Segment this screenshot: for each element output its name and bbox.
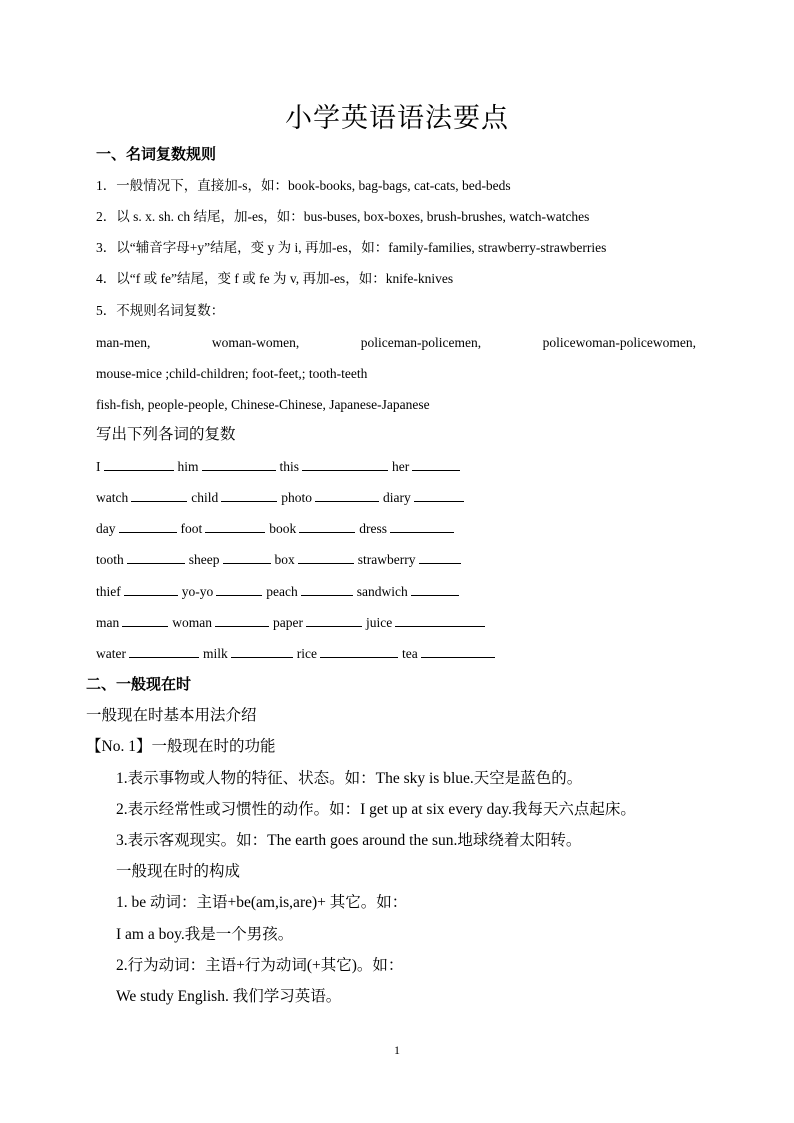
page-number: 1 (394, 1043, 400, 1057)
action-verb-example: We study English. 我们学习英语。 (116, 988, 342, 1005)
exercise-word: rice (296, 646, 317, 661)
exercise-word: woman (172, 615, 212, 630)
answer-blank[interactable] (298, 551, 354, 564)
exercise-word: milk (202, 646, 228, 661)
function-line-2: 2.表示经常性或习惯性的动作。如：I get up at six every day.我每天六点起床。 (116, 801, 636, 818)
function-line-3: 3.表示客观现实。如：The earth goes around the sun.地球绕着太阳转。 (116, 832, 582, 849)
answer-blank[interactable] (104, 458, 174, 471)
answer-blank[interactable] (301, 583, 353, 596)
rule-4: 4．以“f 或 fe”结尾，变 f 或 fe 为 v, 再加-es，如：knife-knives (96, 271, 454, 286)
exercise-word: strawberry (357, 552, 416, 567)
answer-blank[interactable] (421, 645, 495, 658)
exercise-word: day (96, 521, 116, 536)
rule-5: 5．不规则名词复数： (96, 303, 225, 318)
exercise-word: man (96, 615, 120, 630)
section-heading-plural: 一、名词复数规则 (96, 147, 217, 163)
answer-blank[interactable] (395, 614, 485, 627)
answer-blank[interactable] (122, 614, 168, 627)
irregular-row-1 (96, 334, 696, 352)
answer-blank[interactable] (221, 489, 277, 502)
exercise-word: juice (365, 615, 393, 630)
rule-1: 1．一般情况下，直接加-s，如：book-books, bag-bags, cat-cats, bed-beds (96, 178, 511, 193)
irregular-word: policewoman-policewomen, (542, 335, 696, 350)
exercise-title: 写出下列各词的复数 (96, 426, 236, 443)
exercise-word: tooth (96, 552, 124, 567)
answer-blank[interactable] (419, 551, 461, 564)
irregular-row-3: fish-fish, people-people, Chinese-Chinese, Japanese-Japanese (96, 397, 430, 412)
answer-blank[interactable] (131, 489, 187, 502)
answer-blank[interactable] (306, 614, 362, 627)
answer-blank[interactable] (129, 645, 199, 658)
exercise-word: child (191, 490, 219, 505)
be-verb-rule: 1. be 动词：主语+be(am,is,are)+ 其它。如： (116, 894, 408, 911)
exercise-word: I (96, 459, 101, 474)
exercise-word: book (269, 521, 297, 536)
function-line-1: 1.表示事物或人物的特征、状态。如：The sky is blue.天空是蓝色的。 (116, 770, 583, 787)
exercise-row (96, 583, 459, 601)
exercise-word: sheep (188, 552, 220, 567)
exercise-word: paper (273, 615, 303, 630)
page-title: 小学英语语法要点 (285, 103, 509, 133)
exercise-word: sandwich (356, 584, 408, 599)
rule-3: 3．以“辅音字母+y”结尾，变 y 为 i, 再加-es，如：family-families, strawberry-strawberries (96, 240, 607, 255)
answer-blank[interactable] (315, 489, 379, 502)
answer-blank[interactable] (302, 458, 388, 471)
no1-heading: 【No. 1】一般现在时的功能 (86, 738, 276, 755)
exercise-word: foot (180, 521, 203, 536)
exercise-word: her (392, 459, 410, 474)
answer-blank[interactable] (216, 583, 262, 596)
section-heading-present: 二、一般现在时 (86, 677, 192, 693)
answer-blank[interactable] (215, 614, 269, 627)
answer-blank[interactable] (124, 583, 178, 596)
irregular-row-2: mouse-mice ;child-children; foot-feet,; tooth-teeth (96, 366, 368, 381)
exercise-row (96, 489, 464, 507)
answer-blank[interactable] (320, 645, 398, 658)
exercise-word: dress (359, 521, 387, 536)
answer-blank[interactable] (202, 458, 276, 471)
irregular-word: man-men, (96, 335, 151, 350)
answer-blank[interactable] (119, 520, 177, 533)
structure-heading: 一般现在时的构成 (116, 863, 241, 880)
exercise-word: photo (281, 490, 312, 505)
irregular-word: policeman-policemen, (360, 335, 482, 350)
exercise-row (96, 645, 495, 663)
exercise-word: this (279, 459, 300, 474)
exercise-word: thief (96, 584, 121, 599)
answer-blank[interactable] (412, 458, 460, 471)
action-verb-rule: 2.行为动词：主语+行为动词(+其它)。如： (116, 957, 404, 974)
exercise-row (96, 458, 460, 476)
exercise-row (96, 614, 485, 632)
answer-blank[interactable] (414, 489, 464, 502)
exercise-word: diary (383, 490, 411, 505)
exercise-row (96, 520, 454, 538)
exercise-word: box (274, 552, 295, 567)
answer-blank[interactable] (127, 551, 185, 564)
present-intro: 一般现在时基本用法介绍 (86, 707, 257, 724)
exercise-word: him (177, 459, 199, 474)
answer-blank[interactable] (205, 520, 265, 533)
irregular-word: woman-women, (211, 335, 300, 350)
exercise-row (96, 551, 461, 569)
answer-blank[interactable] (299, 520, 355, 533)
exercise-word: tea (401, 646, 418, 661)
exercise-word: watch (96, 490, 129, 505)
exercise-word: water (96, 646, 126, 661)
exercise-word: yo-yo (181, 584, 214, 599)
answer-blank[interactable] (390, 520, 454, 533)
rule-2: 2．以 s. x. sh. ch 结尾，加-es，如：bus-buses, box-boxes, brush-brushes, watch-watches (96, 209, 590, 224)
answer-blank[interactable] (411, 583, 459, 596)
exercise-word: peach (266, 584, 298, 599)
be-verb-example: I am a boy.我是一个男孩。 (116, 926, 294, 943)
answer-blank[interactable] (223, 551, 271, 564)
answer-blank[interactable] (231, 645, 293, 658)
